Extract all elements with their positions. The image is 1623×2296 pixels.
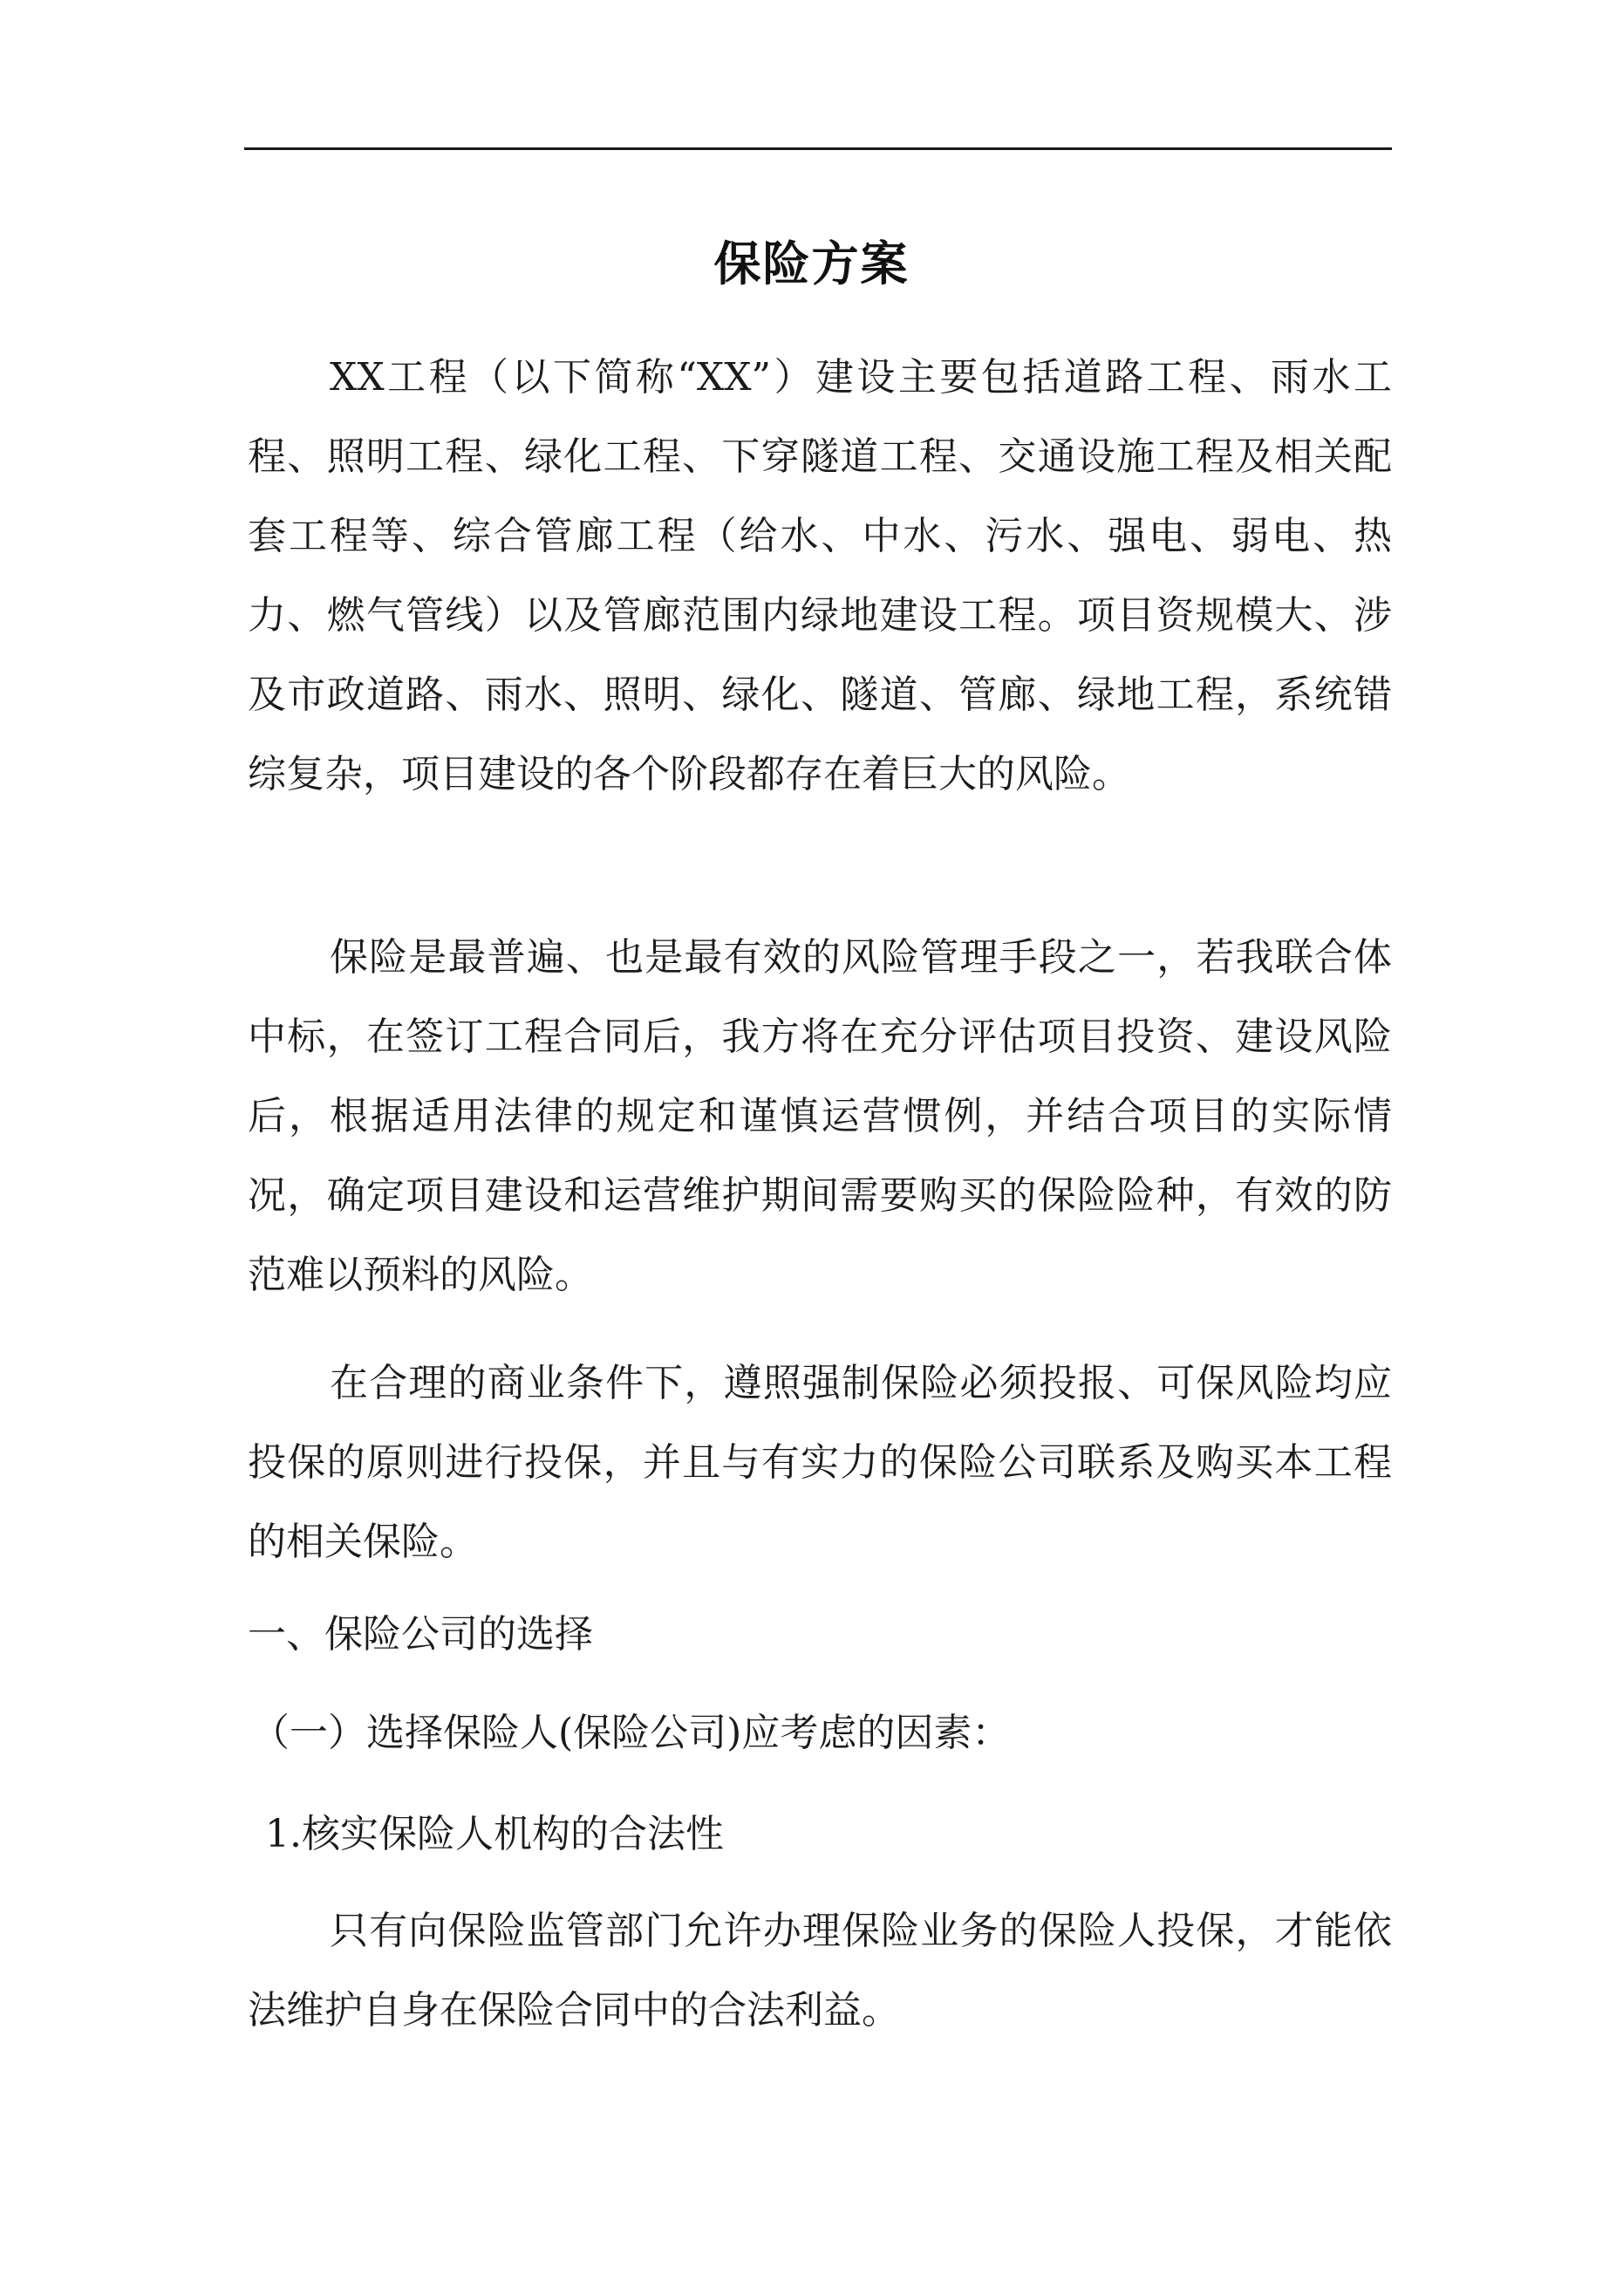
item-paragraph xyxy=(248,1891,1392,2050)
insurance-purpose-paragraph xyxy=(248,918,1392,1315)
section-heading: 一、保险公司的选择 xyxy=(248,1612,593,1657)
intro-paragraph xyxy=(248,338,1392,814)
header-rule xyxy=(244,147,1392,150)
paragraph-text: 只有向保险监管部门允许办理保险业务的保险人投保，才能依法维护自身在保险合同中的合法利益。 xyxy=(248,1909,1392,2033)
paragraph-text: 保险是最普遍、也是最有效的风险管理手段之一，若我联合体中标，在签订工程合同后，我方将在充分评估项目投资、建设风险后，根据适用法律的规定和谨慎运营惯例，并结合项目的实际情况，确定项目建设和运营维护期间需要购买的保险险种，有效的防范难以预料的风险。 xyxy=(248,935,1392,1297)
paragraph-text: 在合理的商业条件下，遵照强制保险必须投报、可保风险均应投保的原则进行投保，并且与有实力的保险公司联系及购买本工程的相关保险。 xyxy=(248,1361,1392,1564)
subsection-heading: （一）选择保险人(保险公司)应考虑的因素： xyxy=(251,1711,1011,1755)
document-title: 保险方案 xyxy=(713,236,910,291)
paragraph-text: XX工程（以下简称“XX”）建设主要包括道路工程、雨水工程、照明工程、绿化工程、下穿隧道工程、交通设施工程及相关配套工程等、综合管廊工程（给水、中水、污水、强电、弱电、热力、燃气管线）以及管廊范围内绿地建设工程。项目资规模大、涉及市政道路、雨水、照明、绿化、隧道、管廊、绿地工程，系统错综复杂，项目建设的各个阶段都存在着巨大的风险。 xyxy=(248,355,1392,796)
insurance-principle-paragraph xyxy=(248,1343,1392,1582)
item-heading: 1.核实保险人机构的合法性 xyxy=(265,1812,724,1856)
